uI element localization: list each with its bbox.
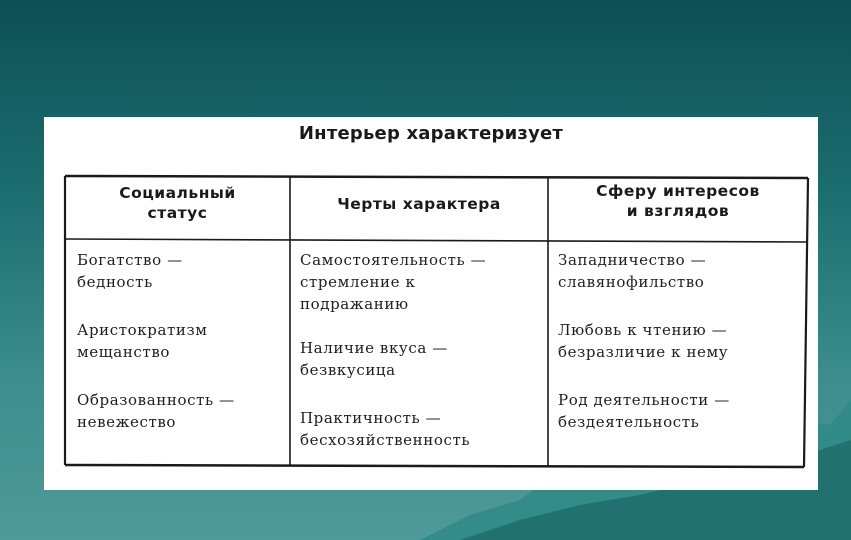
page-title: Интерьер характеризует [298, 123, 564, 144]
column-header-social-status: Социальный статус [119, 184, 236, 222]
column-interests [558, 249, 730, 459]
list-item: Богатство — бедность [77, 251, 183, 291]
list-item: Западничество — славянофильство [558, 251, 707, 291]
list-item: Род деятельности — бездеятельность [558, 391, 730, 431]
column-character-traits [300, 249, 486, 477]
column-header-interests: Сферу интересов и взглядов [596, 182, 760, 220]
list-item: Аристократизм мещанство [77, 321, 208, 361]
list-item: Образованность — невежество [77, 391, 235, 431]
list-item: Самостоятельность — стремление к подражанию [300, 251, 487, 313]
list-item: Наличие вкуса — безвкусица [300, 339, 448, 379]
list-item: Любовь к чтению — безразличие к нему [558, 321, 729, 361]
column-social-status [77, 249, 235, 459]
document-sheet [44, 117, 818, 490]
list-item: Практичность — бесхозяйственность [300, 409, 471, 449]
column-header-character-traits: Черты характера [337, 195, 501, 213]
